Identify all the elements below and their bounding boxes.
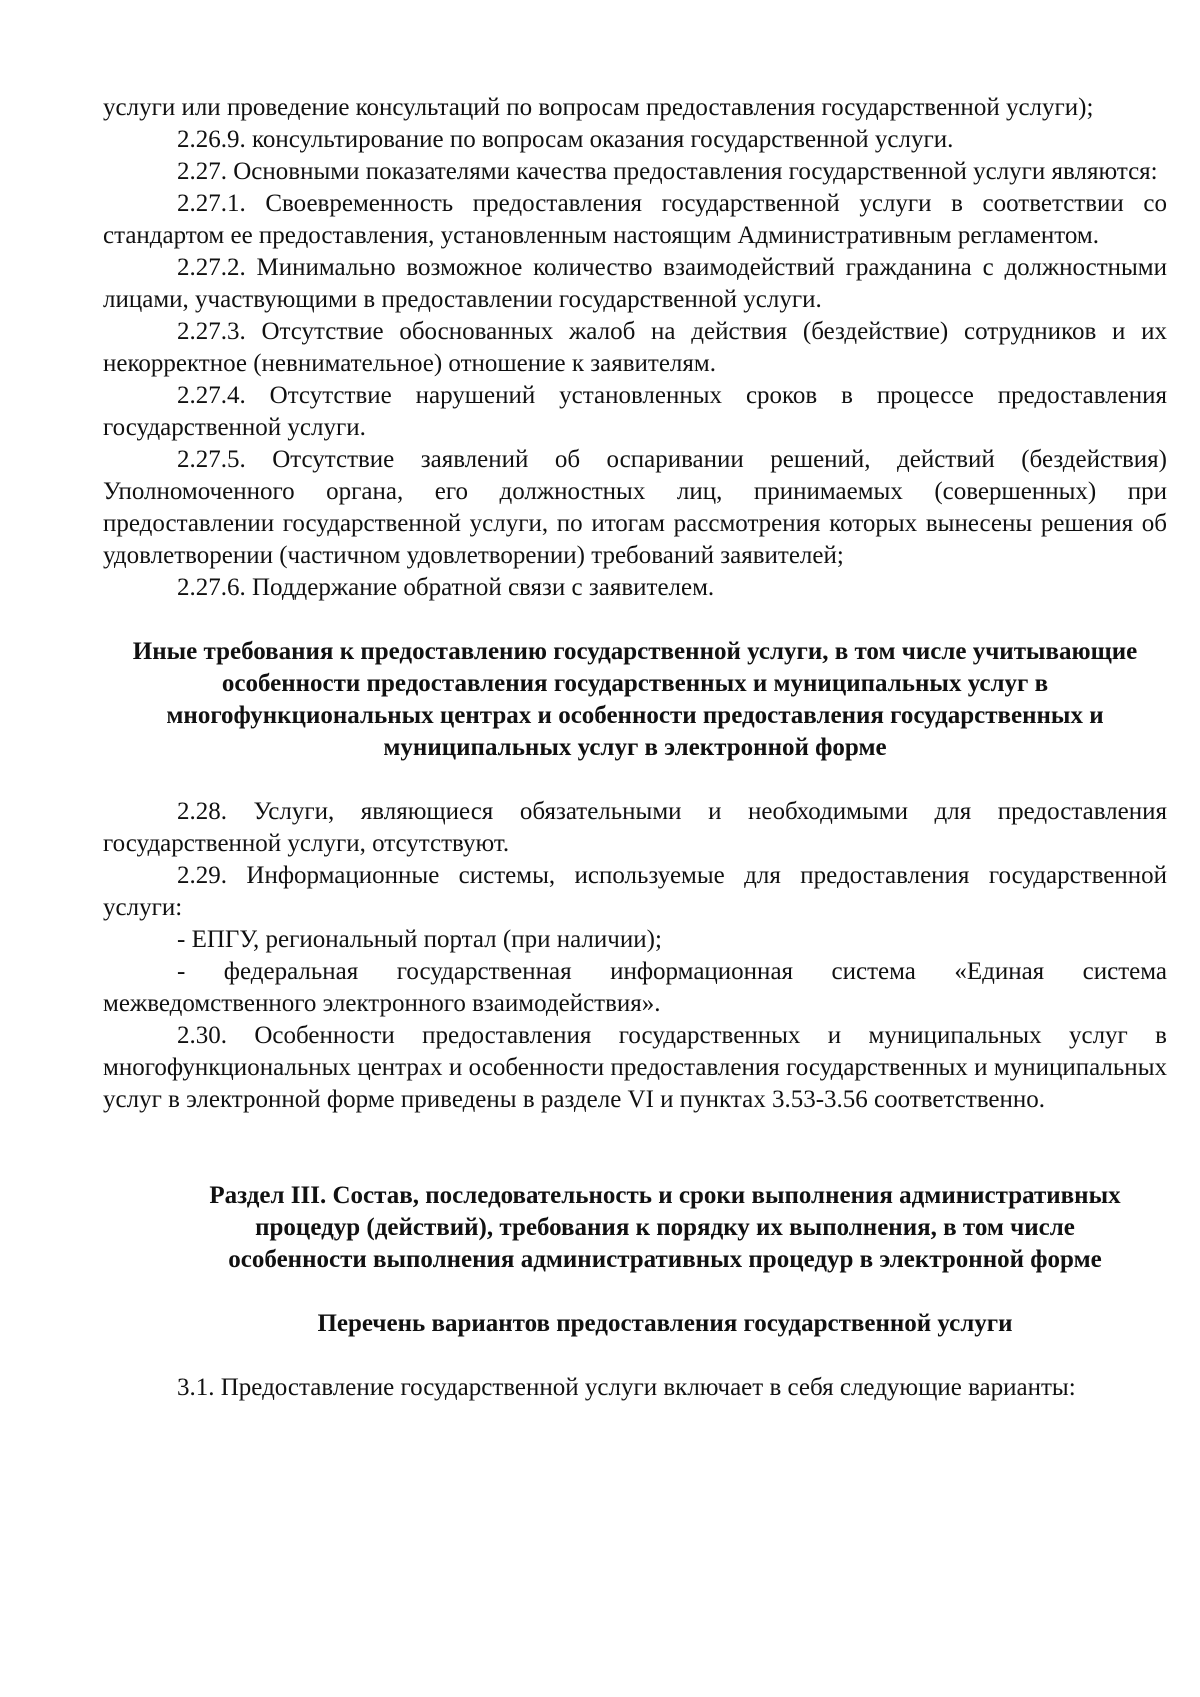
paragraph-2-26-9: 2.26.9. консультирование по вопросам оказания государственной услуги. <box>177 126 954 153</box>
paragraph-2-29: 2.29. Информационные системы, используемые для предоставления государственной услуги: <box>103 862 1167 921</box>
paragraph-2-27-1: 2.27.1. Своевременность предоставления государственной услуги в соответствии со стандартом ее предоставления, установленным настоящим Административным регламентом. <box>103 190 1167 249</box>
spacer <box>103 764 1167 796</box>
paragraph-2-27-4: 2.27.4. Отсутствие нарушений установленных сроков в процессе предоставления государственной услуги. <box>103 382 1167 441</box>
list-item-epgu: - ЕПГУ, региональный портал (при наличии); <box>177 926 662 953</box>
spacer <box>103 1116 1167 1148</box>
heading-other-requirements: Иные требования к предоставлению государственной услуги, в том числе учитывающие особенности предоставления государственных и муниципальных услуг в многофункциональных центрах и особенности предоставления государственных и муниципальных услуг в электронной форме <box>132 638 1138 761</box>
paragraph-2-27-6: 2.27.6. Поддержание обратной связи с заявителем. <box>177 574 715 601</box>
paragraph-2-28: 2.28. Услуги, являющиеся обязательными и необходимыми для предоставления государственной услуги, отсутствуют. <box>103 798 1167 857</box>
paragraph-2-27-3: 2.27.3. Отсутствие обоснованных жалоб на действия (бездействие) сотрудников и их некорректное (невнимательное) отношение к заявителям. <box>103 318 1167 377</box>
paragraph-continuation: услуги или проведение консультаций по вопросам предоставления государственной услуги); <box>103 94 1094 121</box>
paragraph-3-1: 3.1. Предоставление государственной услуги включает в себя следующие варианты: <box>177 1374 1076 1401</box>
paragraph-2-30: 2.30. Особенности предоставления государственных и муниципальных услуг в многофункциональных центрах и особенности предоставления государственных и муниципальных услуг в электронной форме приведены в разделе VI и пунктах 3.53-3.56 соответственно. <box>103 1022 1167 1113</box>
document-page <box>103 92 1167 1404</box>
heading-variants: Перечень вариантов предоставления государственной услуги <box>317 1310 1013 1337</box>
heading-section-3: Раздел III. Состав, последовательность и сроки выполнения административных процедур (действий), требования к порядку их выполнения, в том числе особенности выполнения административных процедур в электронной форме <box>209 1182 1121 1273</box>
paragraph-2-27-5: 2.27.5. Отсутствие заявлений об оспаривании решений, действий (бездействия) Уполномоченного органа, его должностных лиц, принимаемых (совершенных) при предоставлении государственной услуги, по итогам рассмотрения которых вынесены решения об удовлетворении (частичном удовлетворении) требований заявителей; <box>103 446 1167 569</box>
paragraph-2-27-2: 2.27.2. Минимально возможное количество взаимодействий гражданина с должностными лицами, участвующими в предоставлении государственной услуги. <box>103 254 1167 313</box>
list-item-smev: - федеральная государственная информационная система «Единая система межведомственного электронного взаимодействия». <box>103 958 1167 1017</box>
paragraph-2-27: 2.27. Основными показателями качества предоставления государственной услуги являются: <box>177 158 1158 185</box>
